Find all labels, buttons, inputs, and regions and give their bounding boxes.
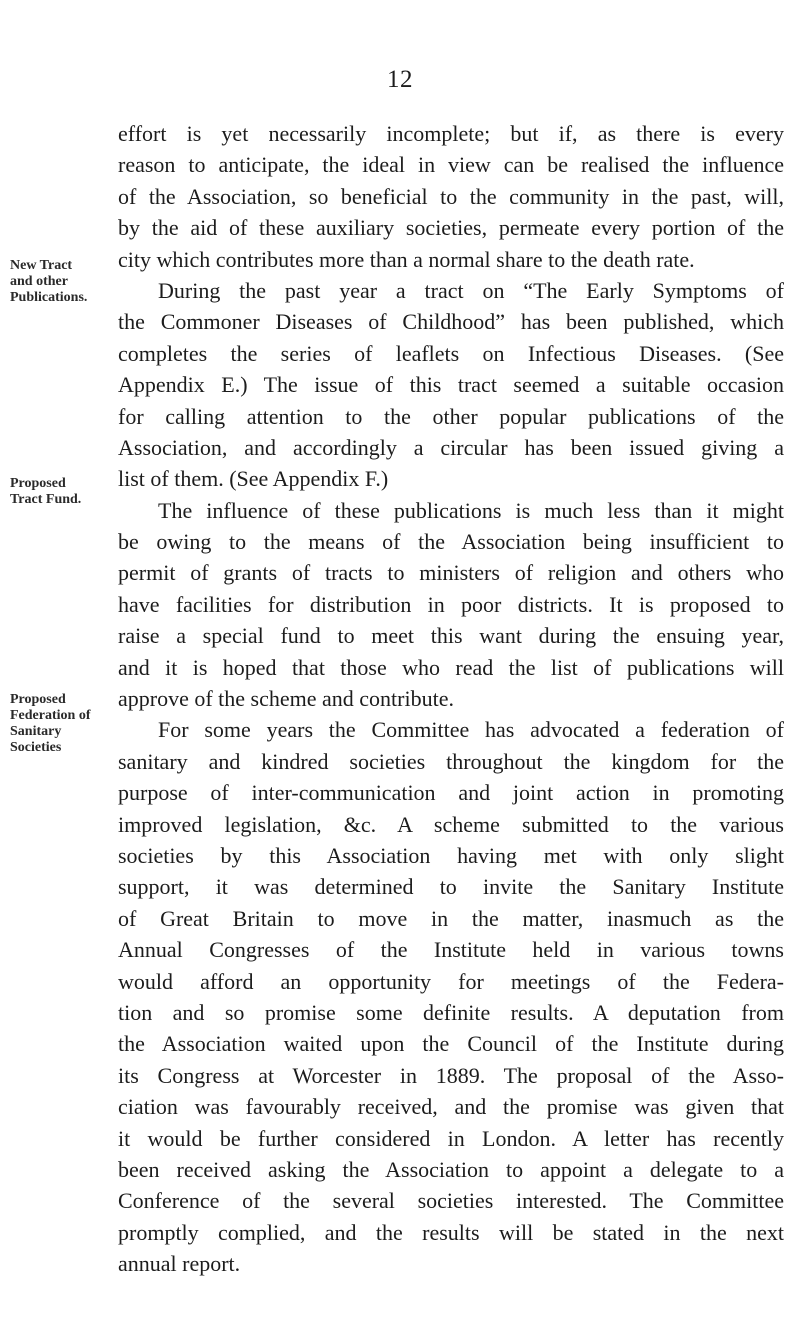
text-line: of Great Britain to move in the matter, inasmuch as the bbox=[118, 905, 784, 931]
text-line: approve of the scheme and contribute. bbox=[118, 686, 454, 712]
text-line: During the past year a tract on “The Early Symptoms of bbox=[158, 277, 784, 303]
text-line: Association, and accordingly a circular has been issued giving a bbox=[118, 434, 784, 460]
text-line: Annual Congresses of the Institute held in various towns bbox=[118, 937, 784, 963]
text-line: would afford an opportunity for meetings of the Federa- bbox=[118, 968, 784, 994]
margin-note-line: Tract Fund. bbox=[10, 492, 82, 507]
text-line: list of them. (See Appendix F.) bbox=[118, 466, 389, 492]
margin-note-proposed-federation bbox=[10, 692, 110, 756]
margin-note-line: Proposed bbox=[10, 476, 66, 491]
margin-note-line: Societies bbox=[10, 740, 62, 755]
text-line: by the aid of these auxiliary societies, permeate every portion of the bbox=[118, 215, 784, 241]
text-line: promptly complied, and the results will be stated in the next bbox=[118, 1219, 784, 1245]
text-line: the Association waited upon the Council of the Institute during bbox=[118, 1031, 784, 1057]
text-line: it would be further considered in London. A letter has recently bbox=[118, 1125, 784, 1151]
text-line: of the Association, so beneficial to the community in the past, will, bbox=[118, 183, 784, 209]
paragraph-continuation bbox=[118, 118, 784, 275]
text-line: its Congress at Worcester in 1889. The proposal of the Asso- bbox=[118, 1062, 784, 1088]
margin-note-line: Federation of bbox=[10, 708, 91, 723]
text-line: Appendix E.) The issue of this tract seemed a suitable occasion bbox=[118, 372, 784, 398]
margin-note-line: Proposed bbox=[10, 692, 66, 707]
margin-note-line: and other bbox=[10, 274, 68, 289]
text-line: annual report. bbox=[118, 1251, 241, 1277]
margin-note-line: New Tract bbox=[10, 258, 73, 273]
paragraph-tract-fund bbox=[118, 495, 784, 715]
text-line: permit of grants of tracts to ministers of religion and others who bbox=[118, 560, 784, 586]
text-line: city which contributes more than a normal share to the death rate. bbox=[118, 246, 695, 272]
paragraph-new-tract bbox=[118, 275, 784, 495]
text-line: for calling attention to the other popular publications of the bbox=[118, 403, 784, 429]
text-line: tion and so promise some definite results. A deputation from bbox=[118, 999, 784, 1025]
text-line: been received asking the Association to appoint a delegate to a bbox=[118, 1156, 784, 1182]
margin-note-new-tract bbox=[10, 258, 110, 306]
text-line: improved legislation, &c. A scheme submitted to the various bbox=[118, 811, 784, 837]
margin-note-line: Sanitary bbox=[10, 724, 62, 739]
text-line: sanitary and kindred societies throughout the kingdom for the bbox=[118, 748, 784, 774]
margin-note-proposed-tract-fund bbox=[10, 476, 110, 508]
body-text bbox=[118, 118, 784, 1279]
text-line: have facilities for distribution in poor districts. It is proposed to bbox=[118, 591, 784, 617]
text-line: purpose of inter-communication and joint action in promoting bbox=[118, 780, 784, 806]
text-line: For some years the Committee has advocated a federation of bbox=[158, 717, 784, 743]
text-line: societies by this Association having met with only slight bbox=[118, 842, 784, 868]
text-line: ciation was favourably received, and the promise was given that bbox=[118, 1094, 784, 1120]
text-line: reason to anticipate, the ideal in view can be realised the influence bbox=[118, 152, 784, 178]
text-line: completes the series of leaflets on Infectious Diseases. (See bbox=[118, 340, 784, 366]
text-line: be owing to the means of the Association being insufficient to bbox=[118, 529, 784, 555]
text-line: Conference of the several societies interested. The Committee bbox=[118, 1188, 784, 1214]
text-line: The influence of these publications is much less than it might bbox=[158, 497, 784, 523]
margin-note-line: Publications. bbox=[10, 290, 88, 305]
text-line: raise a special fund to meet this want during the ensuing year, bbox=[118, 623, 784, 649]
text-line: and it is hoped that those who read the list of publications will bbox=[118, 654, 784, 680]
paragraph-federation bbox=[118, 714, 784, 1279]
text-line: effort is yet necessarily incomplete; but if, as there is every bbox=[118, 121, 784, 146]
text-line: support, it was determined to invite the Sanitary Institute bbox=[118, 874, 784, 900]
page-number: 12 bbox=[387, 66, 413, 93]
text-line: the Commoner Diseases of Childhood” has been published, which bbox=[118, 309, 784, 335]
